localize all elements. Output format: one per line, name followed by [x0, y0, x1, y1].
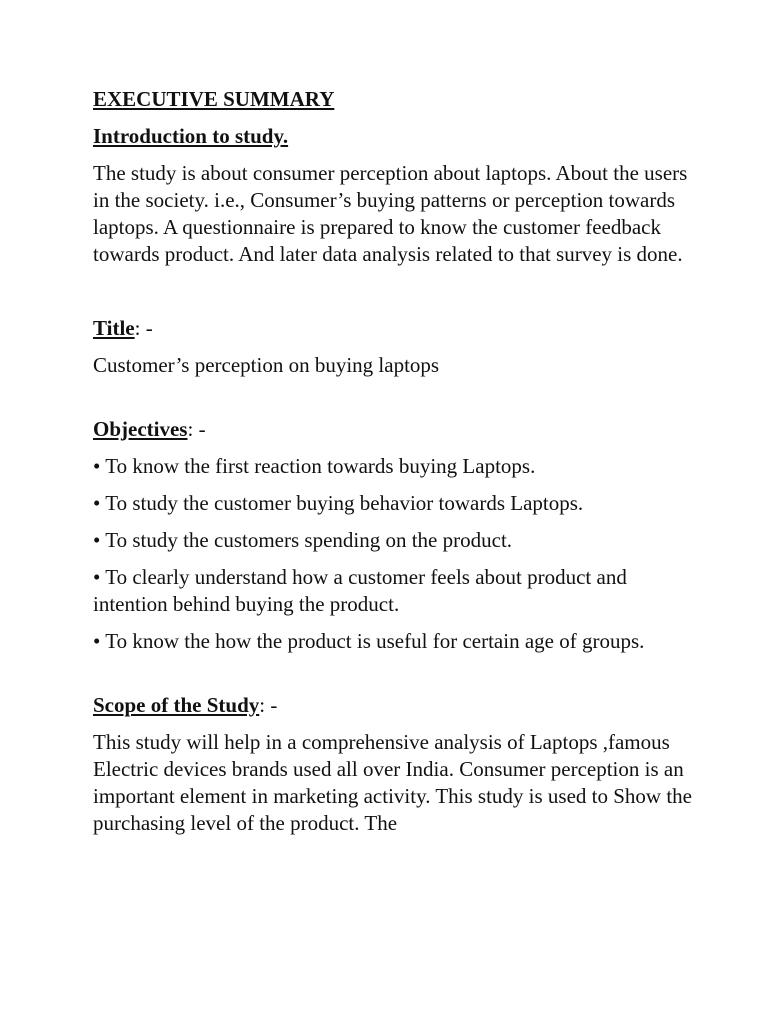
objective-item: • To study the customer buying behavior towards Laptops.	[93, 491, 584, 515]
objective-item: • To study the customers spending on the product.	[93, 528, 513, 552]
scope-label: Scope of the Study	[93, 693, 260, 717]
scope-paragraph: This study will help in a comprehensive analysis of Laptops ,famous Electric devices brands used all over India. Consumer perception is an important element in marketing activity. This study is used to Show the purchasing level of the product. The	[93, 730, 693, 835]
objectives-heading	[93, 416, 693, 443]
intro-paragraph: The study is about consumer perception about laptops. About the users in the society. i.e., Consumer’s buying patterns or perception towards laptops. A questionnaire is prepared to know the customer feedback towards product. And later data analysis related to that survey is done.	[93, 161, 688, 266]
objectives-list	[93, 453, 693, 655]
objective-item: • To know the first reaction towards buying Laptops.	[93, 454, 536, 478]
document-page	[93, 86, 693, 837]
objectives-label: Objectives	[93, 417, 188, 441]
intro-heading: Introduction to study.	[93, 124, 289, 148]
objective-item: • To clearly understand how a customer feels about product and intention behind buying the product.	[93, 565, 627, 616]
scope-suffix: : -	[259, 693, 278, 717]
title-section-heading	[93, 315, 693, 342]
objectives-suffix: : -	[187, 417, 206, 441]
objective-item: • To know the how the product is useful for certain age of groups.	[93, 629, 645, 653]
executive-summary-heading: EXECUTIVE SUMMARY	[93, 87, 335, 111]
scope-heading	[93, 692, 693, 719]
title-suffix: : -	[134, 316, 153, 340]
title-text: Customer’s perception on buying laptops	[93, 353, 440, 377]
title-label: Title	[93, 316, 135, 340]
